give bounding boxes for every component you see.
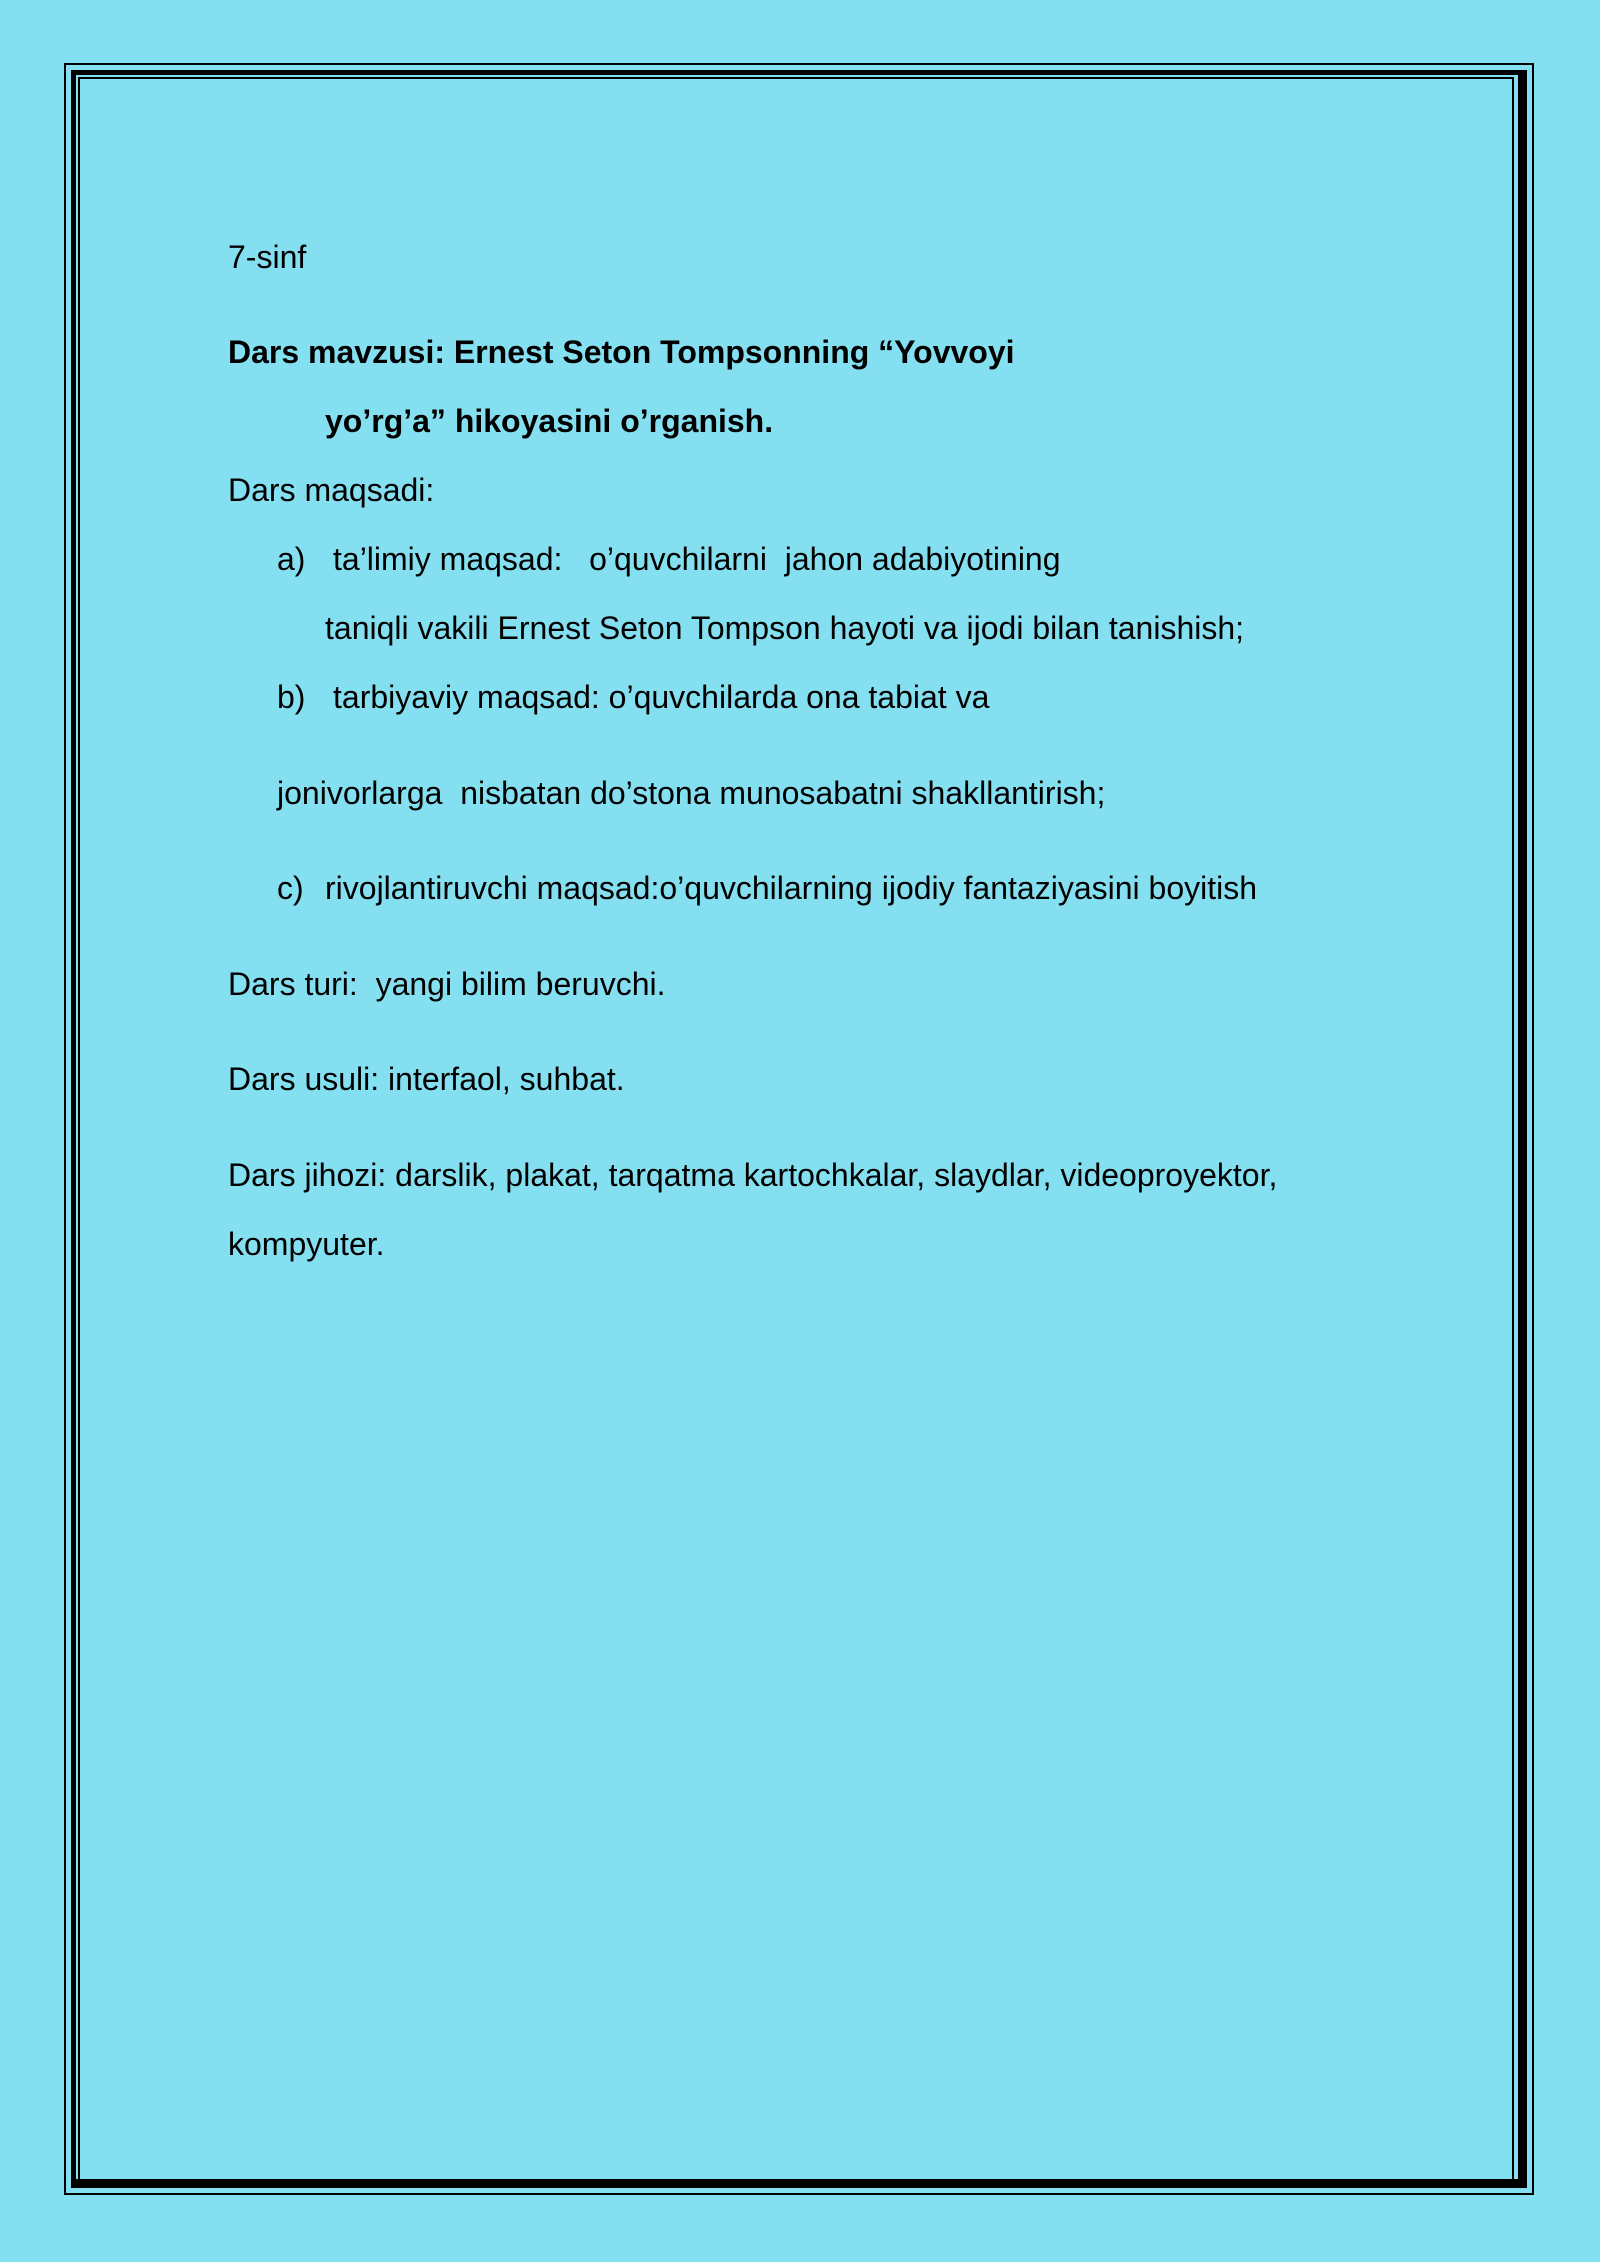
lesson-method: Dars usuli: interfaol, suhbat. xyxy=(228,1061,625,1097)
goal-a-line2: taniqli vakili Ernest Seton Tompson hayoti va ijodi bilan tanishish; xyxy=(325,610,1245,646)
goal-b-line2: jonivorlarga nisbatan do’stona munosabatni shakllantirish; xyxy=(277,775,1106,811)
goal-c-line1: rivojlantiruvchi maqsad:o’quvchilarning ijodiy fantaziyasini boyitish xyxy=(325,870,1258,906)
page-border-inner xyxy=(78,77,1514,2182)
equipment-line2: kompyuter. xyxy=(228,1226,385,1262)
equipment-line1: Dars jihozi: darslik, plakat, tarqatma kartochkalar, slaydlar, videoproyektor, xyxy=(228,1157,1278,1193)
goals-heading: Dars maqsadi: xyxy=(228,472,435,508)
grade-label: 7-sinf xyxy=(228,239,307,275)
goal-b-line1: tarbiyaviy maqsad: o’quvchilarda ona tabiat va xyxy=(333,679,990,715)
goal-b-marker: b) xyxy=(277,679,306,715)
topic-heading-line2: yo’rg’a” hikoyasini o’rganish. xyxy=(325,403,774,439)
goal-c-marker: c) xyxy=(277,870,304,906)
goal-a-line1: ta’limiy maqsad: o’quvchilarni jahon adabiyotining xyxy=(333,541,1061,577)
topic-heading-line1: Dars mavzusi: Ernest Seton Tompsonning “Yovvoyi xyxy=(228,334,1015,370)
lesson-type: Dars turi: yangi bilim beruvchi. xyxy=(228,966,666,1002)
goal-a-marker: a) xyxy=(277,541,306,577)
